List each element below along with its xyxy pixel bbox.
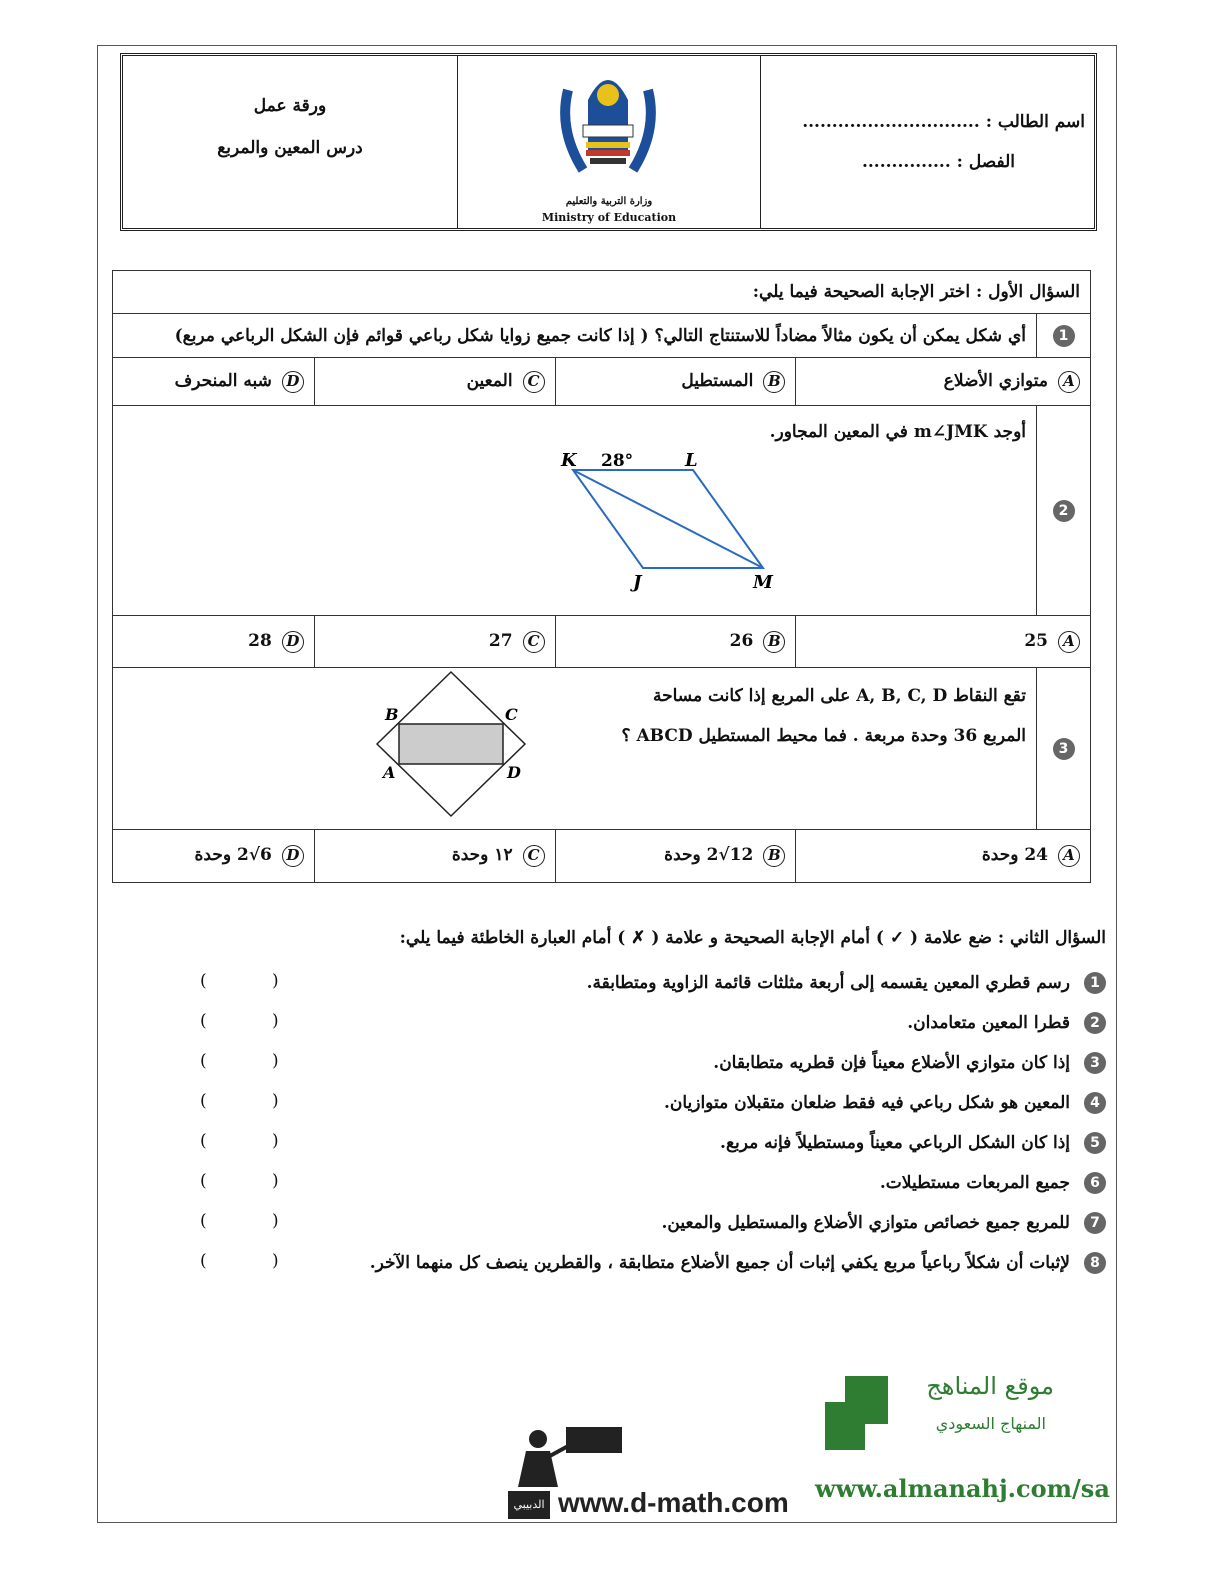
q1-title: السؤال الأول : اختر الإجابة الصحيحة فيما يلي: — [113, 271, 1091, 314]
option-b[interactable]: Bالمستطيل — [555, 358, 796, 406]
q1-item-3-line2: المربع 36 وحدة مربعة . فما محيط المستطيل ABCD ؟ — [621, 726, 1027, 746]
option-a[interactable]: A25 — [796, 616, 1091, 668]
student-name-field[interactable]: .............................. — [802, 112, 980, 132]
q2-answer-box[interactable]: ( ) — [200, 971, 309, 991]
q1-item-1-options — [113, 358, 1091, 406]
dmath-label: الدبيبي — [508, 1491, 550, 1519]
q2-item — [290, 1088, 1106, 1118]
class-field[interactable]: ............... — [861, 152, 951, 172]
q1-item-1-number: 1 — [1053, 325, 1075, 347]
option-c[interactable]: Cالمعين — [314, 358, 555, 406]
q2-item-number: 5 — [1084, 1132, 1106, 1154]
svg-text:M: M — [753, 572, 773, 593]
q2-item-text: لإثبات أن شكلاً رباعياً مربع يكفي إثبات أن جميع الأضلاع متطابقة ، والقطرين ينصف كل منهما الآخر. — [369, 1253, 1070, 1273]
class-label: الفصل : — [956, 152, 1015, 172]
option-b[interactable]: B12√2 وحدة — [555, 830, 796, 883]
q2-item-number: 3 — [1084, 1052, 1106, 1074]
q2-answer-box[interactable]: ( ) — [200, 1131, 309, 1151]
q2-item — [290, 1248, 1106, 1278]
q2-item-number: 2 — [1084, 1012, 1106, 1034]
question-1-table — [112, 270, 1091, 883]
option-d[interactable]: D28 — [113, 616, 315, 668]
q2-item-text: المعين هو شكل رباعي فيه فقط ضلعان متقبلان متوازيان. — [663, 1093, 1070, 1113]
svg-text:28°: 28° — [601, 451, 634, 471]
dmath-url[interactable]: www.d-math.com — [558, 1487, 789, 1518]
student-info-cell — [760, 56, 1097, 228]
option-d[interactable]: D6√2 وحدة — [113, 830, 315, 883]
almanahj-logo-icon — [825, 1376, 888, 1450]
option-c[interactable]: C27 — [314, 616, 555, 668]
rhombus-figure — [553, 446, 813, 596]
q2-item-text: إذا كان متوازي الأضلاع معيناً فإن قطريه متطابقان. — [713, 1053, 1070, 1073]
option-d[interactable]: Dشبه المنحرف — [113, 358, 315, 406]
q2-item-number: 1 — [1084, 972, 1106, 994]
ministry-logo-icon — [538, 60, 678, 200]
q1-item-3-options — [113, 830, 1091, 883]
q2-answer-box[interactable]: ( ) — [200, 1211, 309, 1231]
teacher-board-icon — [508, 1425, 628, 1495]
q2-answer-box[interactable]: ( ) — [200, 1251, 309, 1271]
q2-item — [290, 1208, 1106, 1238]
almanahj-subtitle: المنهاج السعودي — [935, 1414, 1046, 1433]
worksheet-title: ورقة عمل — [253, 96, 327, 116]
q2-title: السؤال الثاني : ضع علامة ( ✓ ) أمام الإجابة الصحيحة و علامة ( ✗ ) أمام العبارة الخاطئة فيما يلي: — [399, 928, 1106, 948]
q2-item-text: جميع المربعات مستطيلات. — [879, 1173, 1070, 1193]
q2-answer-box[interactable]: ( ) — [200, 1171, 309, 1191]
q2-item-text: إذا كان الشكل الرباعي معيناً ومستطيلاً فإنه مربع. — [720, 1133, 1070, 1153]
ministry-name-en: Ministry of Education — [541, 211, 677, 224]
almanahj-title: موقع المناهج — [926, 1372, 1054, 1400]
header-table — [120, 53, 1097, 231]
q1-item-1-text: أي شكل يمكن أن يكون مثالاً مضاداً للاستنتاج التالي؟ ( إذا كانت جميع زوايا شكل رباعي قوائم فإن الشكل الرباعي مربع) — [113, 314, 1037, 358]
q2-item-number: 6 — [1084, 1172, 1106, 1194]
svg-text:K: K — [561, 450, 577, 471]
q1-item-2-text: أوجد m∠JMK في المعين المجاور. — [769, 422, 1027, 442]
svg-text:C: C — [505, 705, 518, 724]
q2-answer-box[interactable]: ( ) — [200, 1051, 309, 1071]
option-b[interactable]: B26 — [555, 616, 796, 668]
lesson-title: درس المعين والمربع — [217, 138, 363, 158]
option-c[interactable]: C١٢ وحدة — [314, 830, 555, 883]
q1-item-3-number: 3 — [1053, 738, 1075, 760]
ministry-name-ar: وزارة التربية والتعليم — [565, 196, 653, 207]
svg-text:D: D — [507, 763, 521, 782]
q2-item — [290, 1008, 1106, 1038]
q2-item-text: رسم قطري المعين يقسمه إلى أربعة مثلثات قائمة الزاوية ومتطابقة. — [586, 973, 1070, 993]
q2-item-text: للمربع جميع خصائص متوازي الأضلاع والمستطيل والمعين. — [661, 1213, 1070, 1233]
dmath-logo — [508, 1425, 808, 1521]
almanahj-url[interactable]: www.almanahj.com/sa — [815, 1474, 1110, 1503]
svg-text:B: B — [385, 705, 399, 724]
option-a[interactable]: A24 وحدة — [796, 830, 1091, 883]
square-rectangle-figure — [373, 670, 543, 825]
q2-answer-box[interactable]: ( ) — [200, 1091, 309, 1111]
q2-answer-box[interactable]: ( ) — [200, 1011, 309, 1031]
q1-item-2-number: 2 — [1053, 500, 1075, 522]
q2-item-number: 4 — [1084, 1092, 1106, 1114]
svg-text:J: J — [633, 572, 642, 593]
q2-item-number: 8 — [1084, 1252, 1106, 1274]
q1-item-3-line1: تقع النقاط A, B, C, D على المربع إذا كانت مساحة — [653, 686, 1027, 706]
svg-text:L: L — [685, 450, 698, 471]
q2-item — [290, 1128, 1106, 1158]
q1-item-2-options — [113, 616, 1091, 668]
q2-item — [290, 1048, 1106, 1078]
q2-item — [290, 968, 1106, 998]
svg-text:A: A — [383, 763, 396, 782]
q2-item-number: 7 — [1084, 1212, 1106, 1234]
student-name-label: اسم الطالب : — [985, 112, 1085, 132]
q2-item — [290, 1168, 1106, 1198]
q2-item-text: قطرا المعين متعامدان. — [907, 1013, 1070, 1033]
option-a[interactable]: Aمتوازي الأضلاع — [796, 358, 1091, 406]
logo-cell — [457, 56, 760, 228]
